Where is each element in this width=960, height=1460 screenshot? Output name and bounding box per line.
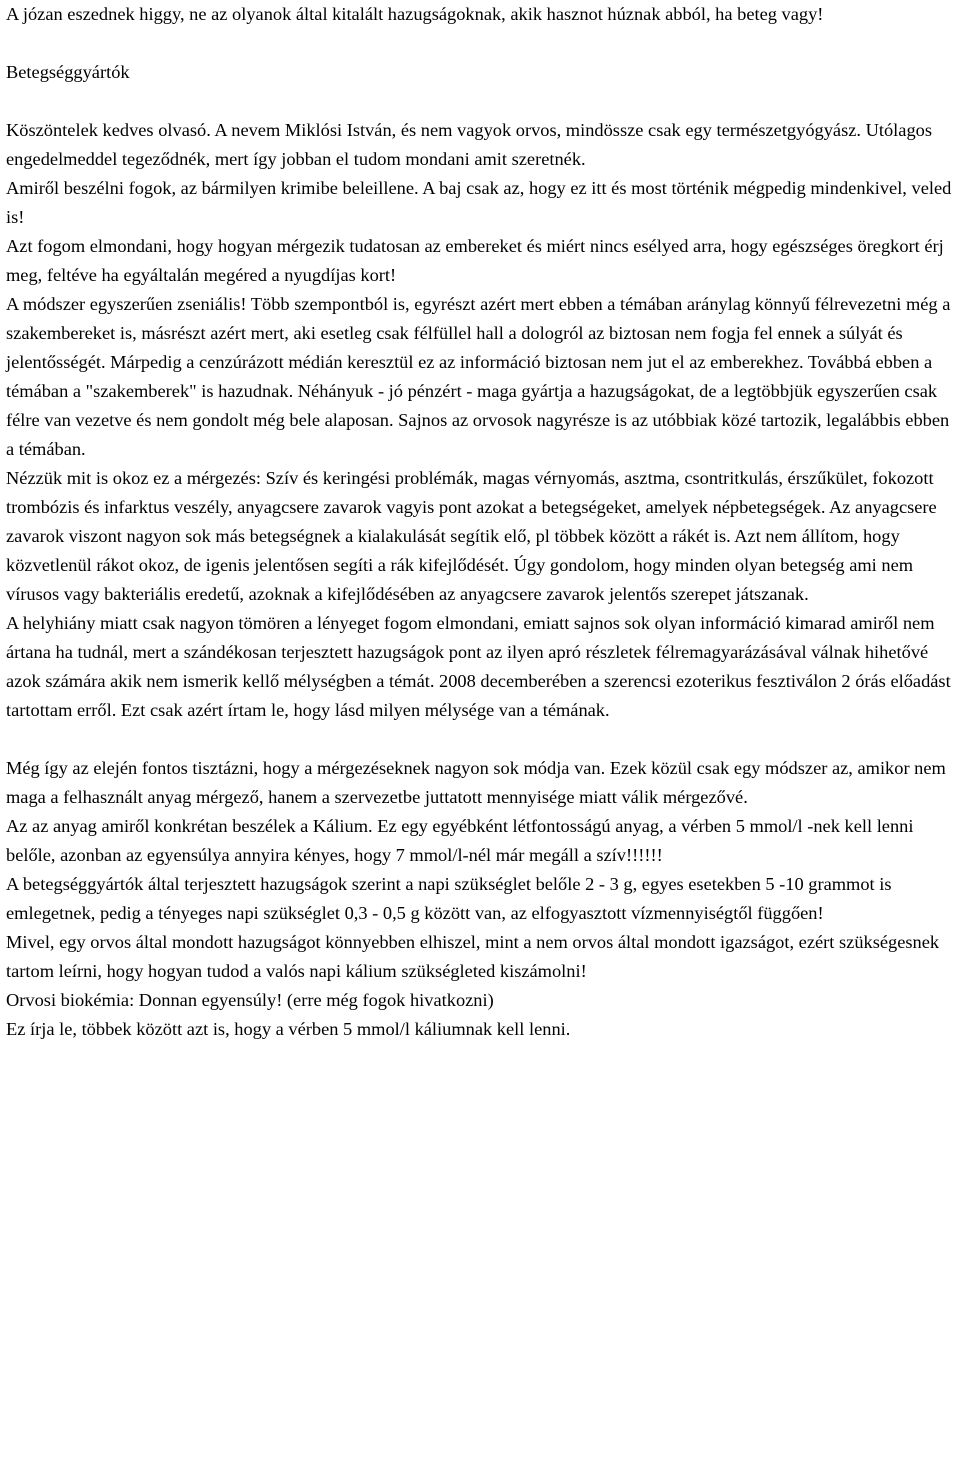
paragraph-biochem: Orvosi biokémia: Donnan egyensúly! (erre még fogok hivatkozni) xyxy=(6,990,494,1010)
paragraph-space: A helyhiány miatt csak nagyon tömören a lényeget fogom elmondani, emiatt sajnos sok olyan információ kimarad amiről nem ártana ha tudnál, mert a szándékosan terjesztett hazugságok pont az ilyen apró részletek félremagyarázásával válnak hihetővé azok számára akik nem ismerik kellő mélységben a témát. 2008 decemberében a szerencsi ezoterikus fesztiválon 2 órás előadást tartottam erről. Ezt csak azért írtam le, hogy lásd milyen mélysége van a témának. xyxy=(6,613,951,720)
paragraph-potassium: Az az anyag amiről konkrétan beszélek a Kálium. Ez egy egyébként létfontosságú anyag, a vérben 5 mmol/l -nek kell lenni belőle, azonban az egyensúlya annyira kényes, hogy 7 mmol/l-nél már megáll a szív!!!!!! xyxy=(6,816,914,865)
paragraph-greeting: Köszöntelek kedves olvasó. A nevem Miklósi István, és nem vagyok orvos, mindössze csak egy természetgyógyász. Utólagos engedelmeddel tegeződnék, mert így jobban el tudom mondani amit szeretnék. xyxy=(6,120,932,169)
paragraph-doctor: Mivel, egy orvos által mondott hazugságot könnyebben elhiszel, mint a nem orvos által mondott igazságot, ezért szükségesnek tartom leírni, hogy hogyan tudod a valós napi kálium szükségleted kiszámolni! xyxy=(6,932,940,981)
paragraph-modes: Még így az elején fontos tisztázni, hogy a mérgezéseknek nagyon sok módja van. Ezek közül csak egy módszer az, amikor nem maga a felhasznált anyag mérgező, hanem a szervezetbe juttatott mennyisége miatt válik mérgezővé. xyxy=(6,758,946,807)
paragraph-blood: Ez írja le, többek között azt is, hogy a vérben 5 mmol/l káliumnak kell lenni. xyxy=(6,1019,571,1039)
paragraph-poisoning: Azt fogom elmondani, hogy hogyan mérgezik tudatosan az embereket és miért nincs esélyed arra, hogy egészséges öregkort érj meg, feltéve ha egyáltalán megéred a nyugdíjas kort! xyxy=(6,236,944,285)
paragraph-method: A módszer egyszerűen zseniális! Több szempontból is, egyrészt azért mert ebben a témában aránylag könnyű félrevezetni még a szakembereket is, másrészt azért mert, aki esetleg csak félfüllel hall a dologról az biztosan nem fogja fel ennek a súlyát és jelentősségét. Márpedig a cenzúrázott médián keresztül ez az információ biztosan nem jut el az emberekhez. Továbbá ebben a témában a "szakemberek" is hazudnak. Néhányuk - jó pénzért - maga gyártja a hazugságokat, de a legtöbbjük egyszerűen csak félre van vezetve és nem gondolt még bele alaposan. Sajnos az orvosok nagyrésze is az utóbbiak közé tartozik, legalábbis ebben a témában. xyxy=(6,294,951,459)
blank-line xyxy=(6,725,958,754)
blank-line xyxy=(6,87,958,116)
blank-line xyxy=(6,29,958,58)
document-title: Betegséggyártók xyxy=(6,62,130,82)
paragraph-crime: Amiről beszélni fogok, az bármilyen krimibe beleillene. A baj csak az, hogy ez itt és most történik mégpedig mindenkivel, veled is! xyxy=(6,178,952,227)
intro-text: A józan eszednek higgy, ne az olyanok által kitalált hazugságoknak, akik hasznot húznak abból, ha beteg vagy! xyxy=(6,4,824,24)
paragraph-effects: Nézzük mit is okoz ez a mérgezés: Szív és keringési problémák, magas vérnyomás, asztma, csontritkulás, érszűkület, fokozott trombózis és infarktus veszély, anyagcsere zavarok vagyis pont azokat a betegségeket, amelyek népbetegségek. Az anyagcsere zavarok viszont nagyon sok más betegségnek a kialakulását segítik elő, pl többek között a rákét is. Azt nem állítom, hogy közvetlenül rákot okoz, de igenis jelentősen segíti a rák kifejlődését. Úgy gondolom, hogy minden olyan betegség ami nem vírusos vagy bakteriális eredetű, azoknak a kifejlődésében az anyagcsere zavarok jelentős szerepet játszanak. xyxy=(6,468,937,604)
paragraph-lies: A betegséggyártók által terjesztett hazugságok szerint a napi szükséglet belőle 2 - 3 g, egyes esetekben 5 -10 grammot is emlegetnek, pedig a tényeges napi szükséglet 0,3 - 0,5 g között van, az elfogyasztott vízmennyiségtől függően! xyxy=(6,874,892,923)
